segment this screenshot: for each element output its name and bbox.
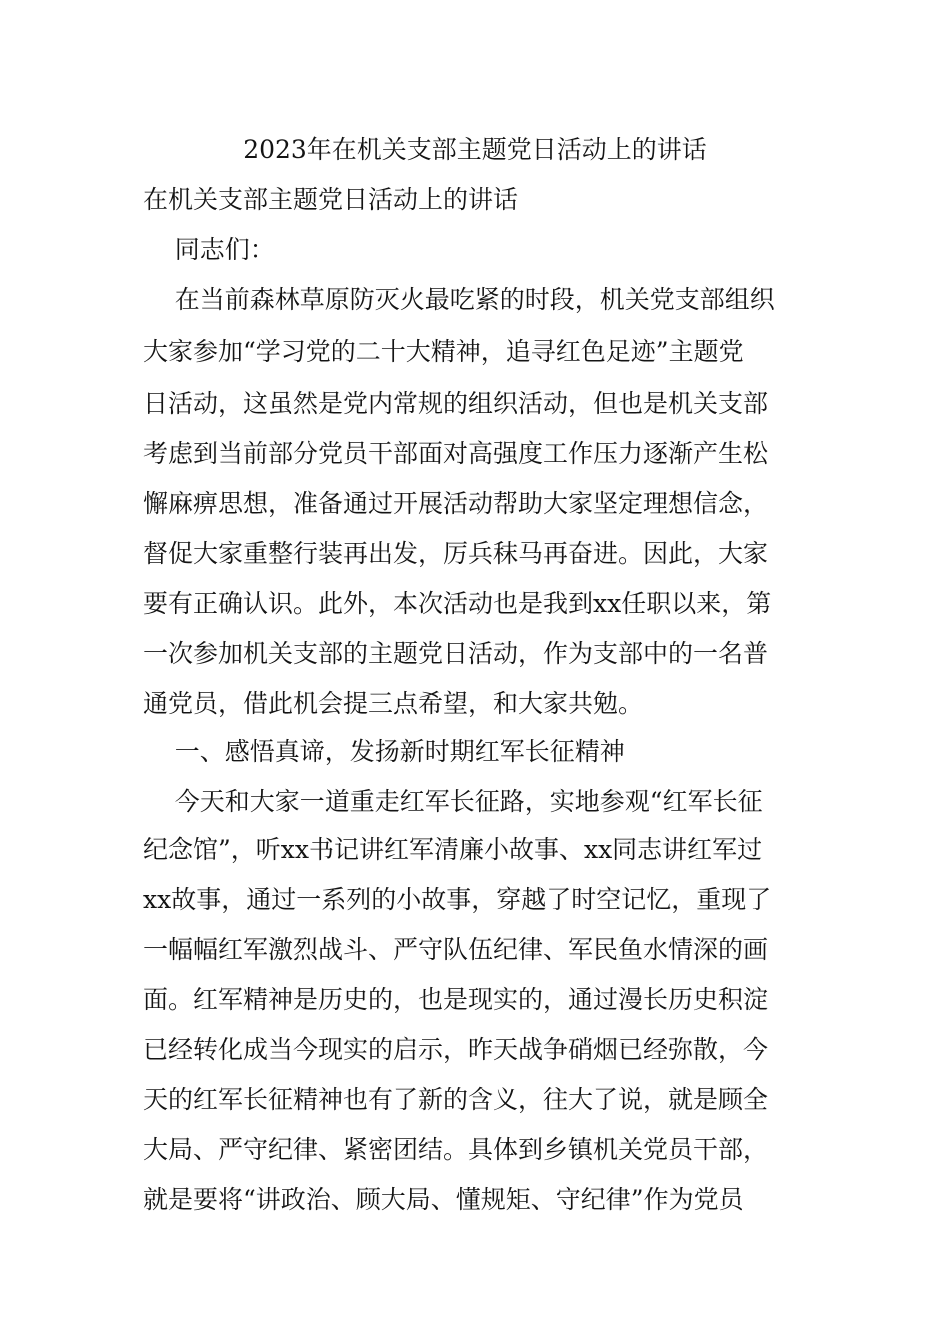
paragraph-line: 要有正确认识。此外，本次活动也是我到xx任职以来，第 bbox=[143, 589, 772, 618]
paragraph-line: 懈麻痹思想，准备通过开展活动帮助大家坚定理想信念， bbox=[143, 489, 769, 518]
paragraph-line: 一次参加机关支部的主题党日活动，作为支部中的一名普 bbox=[143, 639, 769, 668]
paragraph-line: 考虑到当前部分党员干部面对高强度工作压力逐渐产生松 bbox=[143, 439, 769, 468]
paragraph-line: 今天和大家一道重走红军长征路，实地参观“红军长征 bbox=[143, 787, 763, 816]
paragraph-line: 通党员，借此机会提三点希望，和大家共勉。 bbox=[143, 689, 644, 718]
document-title: 2023年在机关支部主题党日活动上的讲话 bbox=[243, 135, 707, 164]
salutation-line: 同志们： bbox=[143, 235, 275, 264]
paragraph-line: 已经转化成当今现实的启示，昨天战争硝烟已经弥散，今 bbox=[143, 1035, 769, 1064]
paragraph-line: 天的红军长征精神也有了新的含义，往大了说，就是顾全 bbox=[143, 1085, 769, 1114]
paragraph-line: 一幅幅红军激烈战斗、严守队伍纪律、军民鱼水情深的画 bbox=[143, 935, 769, 964]
paragraph-line: 大家参加“学习党的二十大精神，追寻红色足迹”主题党 bbox=[143, 337, 744, 366]
section-heading: 一、感悟真谛，发扬新时期红军长征精神 bbox=[143, 737, 625, 766]
paragraph-line: 面。红军精神是历史的，也是现实的，通过漫长历史积淀 bbox=[143, 985, 769, 1014]
paragraph-line: 督促大家重整行装再出发，厉兵秣马再奋进。因此，大家 bbox=[143, 539, 769, 568]
paragraph-line: 在当前森林草原防灭火最吃紧的时段，机关党支部组织 bbox=[143, 285, 775, 314]
paragraph-line: 就是要将“讲政治、顾大局、懂规矩、守纪律”作为党员 bbox=[143, 1185, 744, 1214]
paragraph-line: 大局、严守纪律、紧密团结。具体到乡镇机关党员干部， bbox=[143, 1135, 769, 1164]
paragraph-line: 日活动，这虽然是党内常规的组织活动，但也是机关支部 bbox=[143, 389, 769, 418]
paragraph-line: 纪念馆”，听xx书记讲红军清廉小故事、xx同志讲红军过 bbox=[143, 835, 763, 864]
subtitle-line: 在机关支部主题党日活动上的讲话 bbox=[143, 185, 519, 214]
paragraph-line: xx故事，通过一系列的小故事，穿越了时空记忆，重现了 bbox=[143, 885, 772, 914]
